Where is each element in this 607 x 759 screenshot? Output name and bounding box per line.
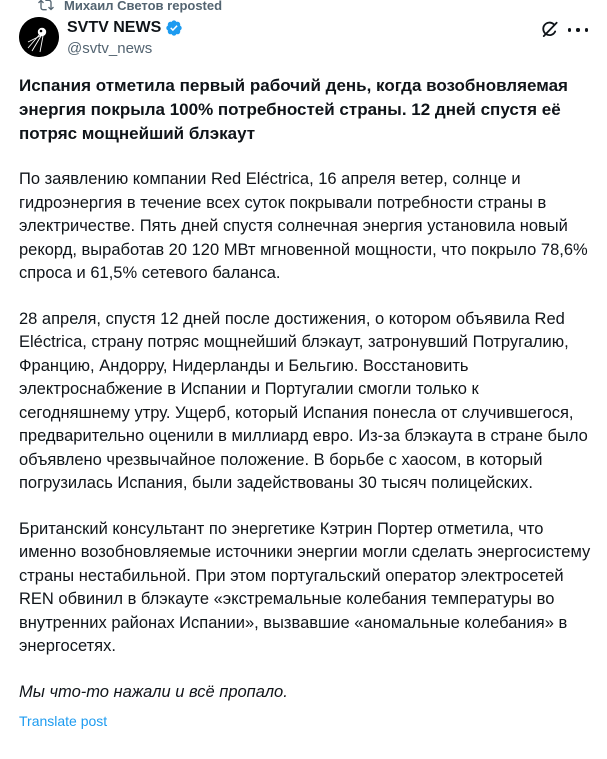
grok-icon[interactable]	[540, 19, 560, 39]
translate-post-link[interactable]: Translate post	[19, 713, 108, 729]
avatar[interactable]	[19, 17, 59, 57]
post-closing-line: Мы что-то нажали и всё пропало.	[19, 682, 288, 701]
more-dot	[568, 28, 571, 31]
post-paragraph: 28 апреля, спустя 12 дней после достижения, о котором объявила Red Eléctrica, страну потряс мощнейший блэкаут, затронувший Потругалию, Францию, Андорру, Нидерланды и Бельгию. Восстановить электроснабжение в Испании и Португалии смогли только к сегодняшнему утру. Ущерб, который Испания понесла от случившегося, предварительно оценили в миллиард евро. Из-за блэкаута в стране было объявлено чрезвычайное положение. В борьбе с хаосом, в который погрузилась Испания, были задействованы 30 тысяч полицейских.	[19, 309, 588, 492]
more-icon[interactable]	[568, 20, 588, 40]
post-paragraph: Британский консультант по энергетике Кэтрин Портер отметила, что именно возобновляемые источники энергии могли сделать энергосистему страны нестабильной. При этом португальский оператор электросетей REN обвинил в блэкауте «экстремальные колебания температуры во внутренних районах Испании», вызвавшие «аномальные колебания» в энергосетях.	[19, 519, 591, 655]
post-headline: Испания отметила первый рабочий день, когда возобновляемая энергия покрыла 100% потребностей страны. 12 дней спустя её потряс мощнейший блэкаут	[19, 76, 568, 143]
repost-indicator[interactable]	[38, 0, 222, 14]
repost-text: Михаил Светов reposted	[64, 0, 223, 13]
post-content	[19, 74, 591, 730]
more-dot	[576, 28, 579, 31]
verified-badge-icon	[165, 19, 183, 37]
display-name[interactable]: SVTV NEWS	[67, 19, 162, 36]
user-info	[67, 18, 183, 59]
sputnik-logo	[19, 17, 59, 57]
post-paragraph: По заявлению компании Red Eléctrica, 16 апреля ветер, солнце и гидроэнергия в течение всех суток покрывали потребности страны в электричестве. Пять дней спустя солнечная энергия установила новый рекорд, выработав 20 120 МВт мгновенной мощности, что покрыло 78,6% спроса и 61,5% сетевого баланса.	[19, 170, 588, 282]
more-dot	[585, 28, 588, 31]
repost-icon	[38, 0, 54, 13]
display-name-row[interactable]	[67, 18, 183, 38]
handle[interactable]: @svtv_news	[67, 40, 153, 57]
